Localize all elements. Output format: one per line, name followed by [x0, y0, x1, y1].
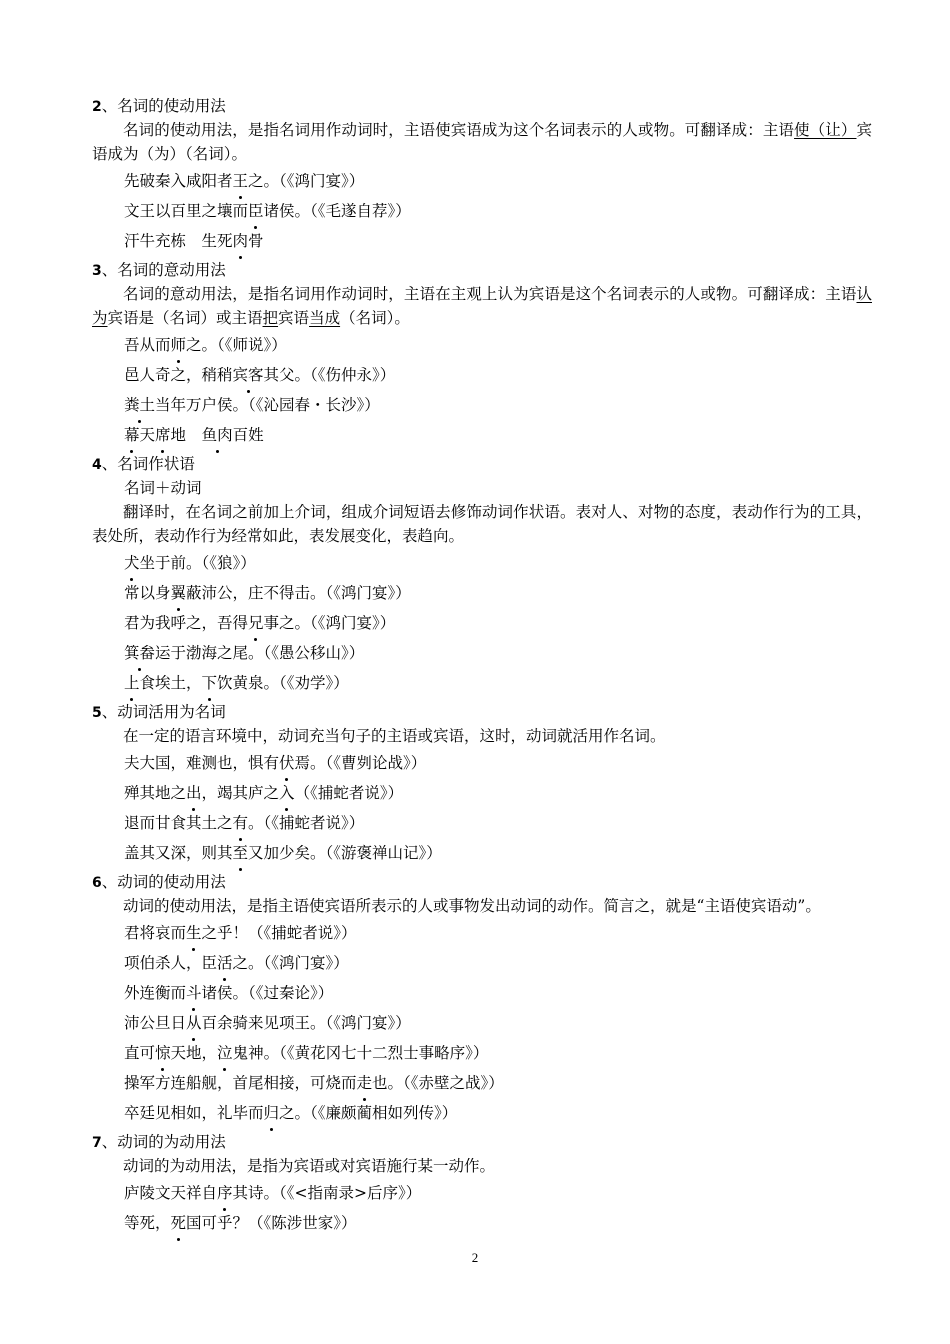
emphasized-word: 从 [186, 1008, 202, 1038]
section-title: 、动词的使动用法 [101, 873, 226, 891]
example-text: 诸侯。（《毛遂自荐》） [263, 202, 411, 220]
example-line [92, 948, 872, 978]
example-text: 饮黄泉。（《劝学》） [217, 674, 349, 692]
section-number: 7 [92, 1135, 102, 1151]
example-text: ，竭其庐之 [201, 784, 280, 802]
example-line [92, 638, 872, 668]
document-content [92, 92, 872, 1238]
example-text: 殚其地之 [124, 784, 187, 802]
section-number: 5 [92, 705, 102, 721]
section-heading [92, 452, 872, 476]
description-text: 名词的使动用法，是指名词用作动词时，主语使宾语成为这个名词表示的人或物。可翻译成：主语 [123, 121, 795, 139]
example-text: 食埃土， [139, 674, 202, 692]
emphasized-word: 上 [124, 668, 140, 698]
example-text: 天地， [170, 1044, 218, 1062]
section-7 [92, 1130, 872, 1238]
section-title: 、名词的使动用法 [101, 97, 226, 115]
description-text: 名词的意动用法，是指名词用作动词时，主语在主观上认为宾语是这个名词表示的人或物。可翻译成：主语 [123, 285, 857, 303]
section-description [92, 724, 872, 748]
example-text: 运于渤海之尾。（《愚公移山》） [155, 644, 365, 662]
section-description [92, 118, 872, 166]
example-text: 当年万户侯。（《沁园春・长沙》） [155, 396, 380, 414]
section-number: 2 [92, 99, 102, 115]
section-number: 4 [92, 457, 102, 473]
emphasized-word: 肉 [233, 226, 249, 256]
example-text: （《捕蛇者说》） [294, 784, 404, 802]
section-title: 、名词的意动用法 [101, 261, 226, 279]
emphasized-word: 翼 [171, 578, 187, 608]
emphasized-word: 入 [279, 778, 295, 808]
example-text: 操军方连船舰，首尾相接，可烧而 [124, 1074, 357, 1092]
underlined-phrase: 当成 [309, 309, 341, 327]
section-description [92, 1154, 872, 1178]
example-line [92, 360, 872, 390]
example-text: 文王以百里之壤而 [124, 202, 249, 220]
example-line [92, 1008, 872, 1038]
section-heading [92, 94, 872, 118]
section-title: 、名词作状语 [101, 455, 195, 473]
emphasized-word: 箕畚 [124, 638, 155, 668]
emphasized-word: 兄 [248, 608, 264, 638]
example-line [92, 1038, 872, 1068]
example-text: 蔽沛公，庄不得击。（《鸿门宴》） [186, 584, 411, 602]
example-line [92, 808, 872, 838]
example-text: 庐陵文天祥自 [124, 1184, 218, 1202]
section-heading [92, 258, 872, 282]
section-description [92, 282, 872, 330]
example-line [92, 226, 872, 256]
emphasized-word: 宾客 [233, 360, 264, 390]
example-text: 夫大国，难测也，惧有 [124, 754, 280, 772]
description-text: （名词）。 [340, 309, 410, 327]
example-text: 坐于前。（《狼》） [139, 554, 256, 572]
example-text: 。（《捕蛇者说》） [248, 814, 365, 832]
example-line [92, 420, 872, 450]
example-text: 诸侯。（《过秦论》） [201, 984, 334, 1002]
emphasized-word: 斗 [186, 978, 202, 1008]
example-text: 项伯杀人，臣 [124, 954, 218, 972]
example-text: 盖其又深，则其 [124, 844, 233, 862]
example-line [92, 748, 872, 778]
example-text: 之。（《鸿门宴》） [232, 954, 349, 972]
description-text: 宾语成为（为）（名词）。 [92, 121, 872, 163]
emphasized-word: 有 [233, 808, 249, 838]
example-text: 百姓 [232, 426, 264, 444]
example-text: 事之。（《鸿门宴》） [263, 614, 396, 632]
example-text: 卒廷见相如，礼毕而 [124, 1104, 264, 1122]
example-text: 等死， [124, 1214, 171, 1232]
emphasized-word: 序 [217, 1178, 233, 1208]
section-subtitle: 名词＋动词 [124, 479, 202, 497]
example-line [92, 778, 872, 808]
example-line [92, 166, 872, 196]
description-text: 宾语 [278, 309, 310, 327]
example-line [92, 668, 872, 698]
example-text: 之。（《鸿门宴》） [248, 172, 365, 190]
example-text: 焉。（《曹刿论战》） [294, 754, 427, 772]
description-text: 宾语是（名词）或主语 [107, 309, 263, 327]
example-text: 汗牛充栋 生死 [124, 232, 233, 250]
emphasized-word: 死 [171, 1208, 187, 1238]
example-line [92, 608, 872, 638]
description-text: 翻译时，在名词之前加上介词，组成介词短语去修饰动词作状语。表对人、对物的态度，表动作行为的工具，表处所，表动作行为经常如此，表发展变化，表趋向。 [92, 503, 872, 545]
section-heading [92, 1130, 872, 1154]
example-text: 国可乎？（《陈涉世家》） [186, 1214, 357, 1232]
emphasized-word: 王 [233, 166, 249, 196]
emphasized-word: 犬 [124, 548, 140, 578]
example-text: 鬼神。（《黄花冈七十二烈士事略序》） [232, 1044, 489, 1062]
section-number: 6 [92, 875, 102, 891]
example-text: 外连衡而 [124, 984, 187, 1002]
section-3 [92, 258, 872, 450]
example-text: 天 [139, 426, 156, 444]
example-text: 吾从而 [124, 336, 171, 354]
section-4 [92, 452, 872, 698]
underlined-phrase: 把 [262, 309, 279, 327]
section-2 [92, 94, 872, 256]
example-text: 先破秦入咸阳者 [124, 172, 233, 190]
example-text: 之乎！（《捕蛇者说》） [201, 924, 357, 942]
emphasized-word: 至 [233, 838, 249, 868]
example-text: 其诗。（《<指南录>后序》） [232, 1184, 422, 1202]
emphasized-word: 下 [202, 668, 218, 698]
emphasized-word: 伏 [279, 748, 295, 778]
section-title: 、动词活用为名词 [101, 703, 226, 721]
example-text: 百余骑来见项王。（《鸿门宴》） [201, 1014, 411, 1032]
example-line [92, 1068, 872, 1098]
section-heading [92, 700, 872, 724]
example-line [92, 918, 872, 948]
emphasized-word: 生 [186, 918, 202, 948]
example-text: 其父。（《伤仲永》） [263, 366, 396, 384]
emphasized-word: 惊 [155, 1038, 171, 1068]
example-line [92, 548, 872, 578]
section-description [92, 894, 872, 918]
emphasized-word: 臣 [248, 196, 264, 226]
description-text: 动词的使动用法，是指主语使宾语所表示的人或事物发出动词的动作。简言之，就是“主语使宾语动”。 [123, 897, 821, 915]
section-description [92, 500, 872, 548]
example-line [92, 838, 872, 868]
section-heading [92, 870, 872, 894]
description-text: 在一定的语言环境中，动词充当句子的主语或宾语，这时，动词就活用作名词。 [123, 727, 666, 745]
example-text: 又加少矣。（《游褒禅山记》） [248, 844, 442, 862]
example-line [92, 578, 872, 608]
example-line [92, 330, 872, 360]
example-text: 君将哀而 [124, 924, 187, 942]
underlined-phrase: 认为 [92, 285, 872, 327]
example-line [92, 390, 872, 420]
section-number: 3 [92, 263, 102, 279]
example-line [92, 196, 872, 226]
section-6 [92, 870, 872, 1128]
section-5 [92, 700, 872, 868]
example-line [92, 1098, 872, 1128]
page-number: 2 [471, 1250, 479, 1265]
example-text: 常以身 [124, 584, 171, 602]
description-text: 动词的为动用法，是指为宾语或对宾语施行某一动作。 [123, 1157, 496, 1175]
emphasized-word: 鱼肉 [202, 420, 233, 450]
example-text: 退而甘食其土之 [124, 814, 233, 832]
example-line [92, 1208, 872, 1238]
example-text: 之。（《师说》） [186, 336, 287, 354]
example-line [92, 978, 872, 1008]
example-text: 骨 [248, 232, 264, 250]
emphasized-word: 活 [217, 948, 233, 978]
emphasized-word: 幕 [124, 420, 140, 450]
emphasized-word: 师 [171, 330, 187, 360]
emphasized-word: 粪土 [124, 390, 155, 420]
emphasized-word: 归 [264, 1098, 280, 1128]
emphasized-word: 席 [155, 420, 171, 450]
section-title: 、动词的为动用法 [101, 1133, 226, 1151]
example-text: 也。（《赤壁之战》） [372, 1074, 504, 1092]
example-text: 邑人奇之，稍稍 [124, 366, 233, 384]
example-text: 地 [170, 426, 202, 444]
underlined-phrase: 使（让） [794, 121, 857, 139]
example-text: 之。（《廉颇蔺相如列传》） [279, 1104, 458, 1122]
example-text: 直可 [124, 1044, 156, 1062]
example-text: 沛公旦日 [124, 1014, 187, 1032]
example-line [92, 1178, 872, 1208]
emphasized-word: 走 [357, 1068, 373, 1098]
emphasized-word: 泣 [217, 1038, 233, 1068]
emphasized-word: 出 [186, 778, 202, 808]
example-text: 君为我呼之，吾得 [124, 614, 249, 632]
